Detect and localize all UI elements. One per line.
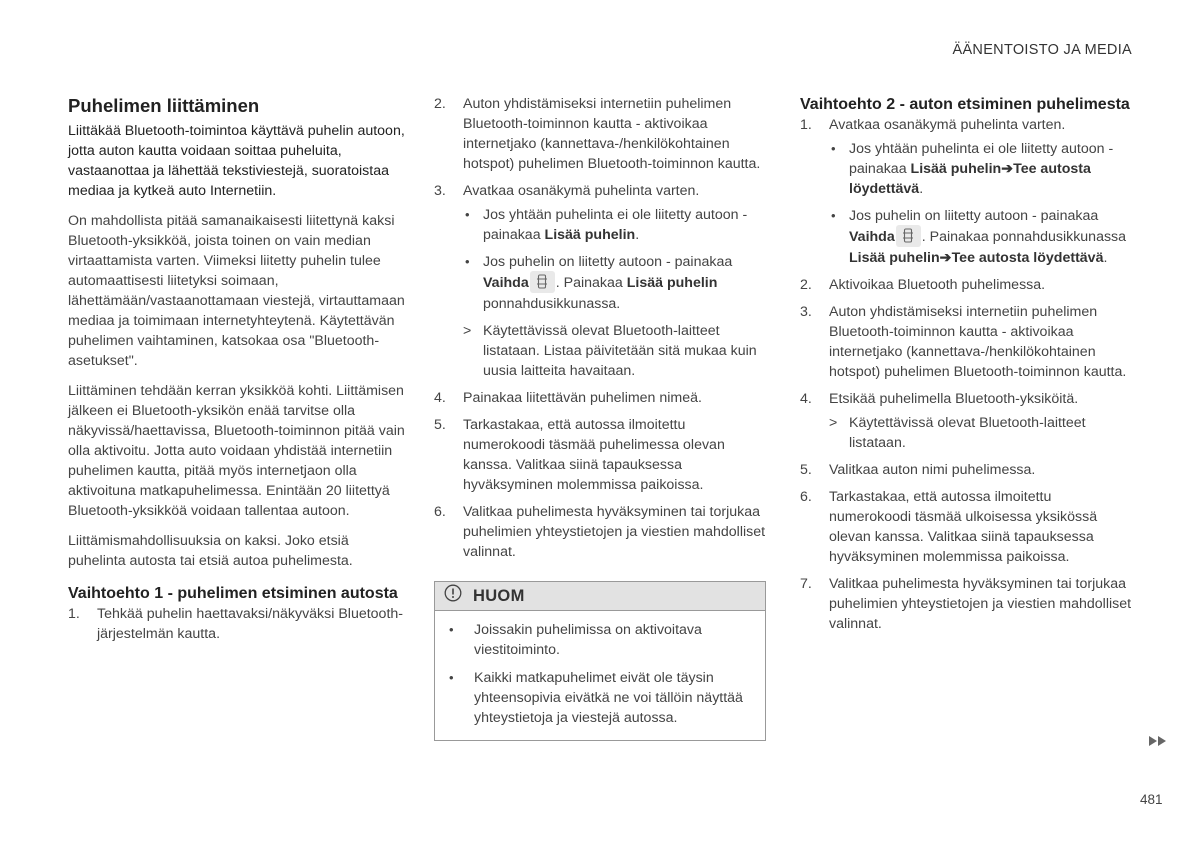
bullet-text-end: ponnahdusikkunassa. [483, 296, 621, 312]
phone-swap-icon [530, 271, 555, 293]
list-item [800, 115, 1134, 268]
result-text: Käytettävissä olevat Bluetooth-laitteet listataan. [849, 415, 1086, 451]
arrow-right-icon: ➔ [939, 250, 952, 266]
list-item [800, 487, 1134, 567]
step-number: 6. [800, 489, 812, 505]
step-text: Valitkaa puhelimesta hyväksyminen tai torjukaa puhelimien yhteystietojen ja viestien mahdolliset valinnat. [829, 576, 1132, 632]
sub-bullets [463, 205, 766, 381]
bullet-icon: • [465, 207, 470, 222]
step-number: 2. [434, 96, 446, 112]
ui-label-change: Vaihda [483, 274, 529, 291]
step-text: Avatkaa osanäkymä puhelinta varten. [463, 183, 700, 199]
step-text: Tarkastakaa, että autossa ilmoitettu numerokoodi täsmää ulkoisessa yksikössä olevan kanssa. Valitkaa siinä tapauksessa hyväksyminen molemmissa paikoissa. [829, 489, 1098, 565]
step-number: 3. [434, 183, 446, 199]
section-header: ÄÄNENTOISTO JA MEDIA [952, 42, 1132, 58]
list-item [463, 321, 766, 381]
bullet-icon: • [465, 254, 470, 269]
option-2-steps [800, 115, 1134, 634]
step-number: 5. [800, 462, 812, 478]
list-item [829, 206, 1134, 268]
phone-swap-icon [896, 225, 921, 247]
list-item [463, 205, 766, 245]
body-paragraph-2: Liittäminen tehdään kerran yksikköä kohti. Liittämisen jälkeen ei Bluetooth-yksikön enää tarvitse olla näkyvissä/haettavissa, Bluetooth-toiminnon pitää vain olla aktivoitu. Jotta auto voidaan yhdistää internetiin puhelimen kautta, pitää myös internetjaon olla aktivoituna matkapuhelimessa. Enintään 20 liitettyä Bluetooth-yksikköä voidaan tallentaa autoon. [68, 383, 405, 519]
ui-label-make-discoverable: Tee autosta löydettävä [849, 161, 1091, 197]
bullet-text: Jos yhtään puhelinta ei ole liitetty autoon - painakaa [849, 141, 1114, 177]
step-text: Avatkaa osanäkymä puhelinta varten. [829, 117, 1066, 133]
bullet-icon: • [831, 141, 836, 156]
note-list [435, 611, 765, 740]
list-item [800, 275, 1134, 295]
step-number: 4. [800, 391, 812, 407]
column-1 [68, 94, 406, 651]
step-number: 4. [434, 390, 446, 406]
ui-label-add-phone: Lisää puhelin [544, 227, 636, 243]
step-text: Aktivoikaa Bluetooth puhelimessa. [829, 277, 1046, 293]
step-number: 1. [800, 117, 812, 133]
step-text: Tehkää puhelin haettavaksi/näkyväksi Bluetooth-järjestelmän kautta. [97, 606, 404, 642]
option-1-steps [68, 604, 406, 644]
list-item [463, 252, 766, 314]
step-number: 2. [800, 277, 812, 293]
list-item [449, 620, 753, 660]
list-item [68, 604, 406, 644]
list-item [434, 94, 766, 174]
bullet-text-end: . [635, 227, 640, 243]
result-text: Käytettävissä olevat Bluetooth-laitteet listataan. Listaa päivitetään sitä mukaa kuin uusia laitteita havaitaan. [483, 323, 757, 379]
bullet-text: Jos puhelin on liitetty autoon - painakaa [483, 254, 733, 270]
list-item [800, 460, 1134, 480]
bullet-text-mid: . Painakaa [555, 274, 627, 291]
bullet-text: Jos yhtään puhelinta ei ole liitetty autoon - painakaa [483, 207, 748, 243]
step-text: Painakaa liitettävän puhelimen nimeä. [463, 390, 702, 406]
step-number: 6. [434, 504, 446, 520]
bullet-icon: • [449, 622, 454, 637]
step-text: Valitkaa puhelimesta hyväksyminen tai torjukaa puhelimien yhteystietojen ja viestien mahdolliset valinnat. [463, 504, 766, 560]
note-title: HUOM [473, 587, 525, 605]
info-circle-icon [444, 584, 462, 608]
bullet-text-end: . [919, 181, 924, 197]
result-marker: > [463, 323, 472, 339]
list-item [800, 574, 1134, 634]
step-text: Etsikää puhelimella Bluetooth-yksiköitä. [829, 391, 1079, 407]
sub-bullets [829, 413, 1134, 453]
step-text: Tarkastakaa, että autossa ilmoitettu numerokoodi täsmää puhelimessa olevan kanssa. Valitkaa siinä tapauksessa hyväksyminen molemmissa paikoissa. [463, 417, 725, 493]
note-header [435, 582, 765, 611]
result-marker: > [829, 415, 838, 431]
sub-bullets [829, 139, 1134, 268]
option-1-heading: Vaihtoehto 1 - puhelimen etsiminen autosta [68, 585, 398, 602]
list-item [800, 389, 1134, 453]
list-item [434, 388, 766, 408]
list-item [800, 302, 1134, 382]
column-3 [800, 94, 1134, 641]
column-2 [434, 94, 766, 741]
note-text: Joissakin puhelimissa on aktivoitava viestitoiminto. [474, 622, 702, 658]
bullet-text-mid: . Painakaa ponnahdusikkunassa [921, 228, 1127, 245]
body-paragraph-3: Liittämismahdollisuuksia on kaksi. Joko etsiä puhelinta autosta tai etsiä autoa puhelimesta. [68, 533, 353, 569]
list-item [449, 668, 753, 728]
arrow-right-icon: ➔ [1001, 161, 1014, 177]
bullet-icon: • [831, 208, 836, 223]
bullet-text: Jos puhelin on liitetty autoon - painakaa [849, 208, 1099, 224]
list-item [434, 415, 766, 495]
step-number: 5. [434, 417, 446, 433]
ui-label-add-phone: Lisää puhelin [849, 250, 940, 266]
ui-label-change: Vaihda [849, 228, 895, 245]
step-number: 1. [68, 606, 80, 622]
double-triangle-right-icon [1148, 733, 1168, 753]
list-item [829, 139, 1134, 199]
step-number: 7. [800, 576, 812, 592]
note-box [434, 581, 766, 741]
list-item [434, 502, 766, 562]
option-2-heading: Vaihtoehto 2 - auton etsiminen puhelimesta [800, 96, 1130, 113]
list-item [829, 413, 1134, 453]
step-number: 3. [800, 304, 812, 320]
step-text: Auton yhdistämiseksi internetiin puhelimen Bluetooth-toiminnon kautta - aktivoikaa internetjako (kannettava-/henkilökohtainen hotspot) puhelimen Bluetooth-toiminnon kautta. [829, 304, 1127, 380]
option-1-steps-continued [434, 94, 766, 562]
ui-label-add-phone: Lisää puhelin [910, 161, 1002, 177]
list-item [434, 181, 766, 381]
ui-label-make-discoverable: Tee autosta löydettävä [951, 250, 1104, 266]
bullet-text-end: . [1103, 250, 1108, 266]
page-number: 481 [1140, 792, 1163, 807]
step-text: Valitkaa auton nimi puhelimessa. [829, 462, 1036, 478]
page-title: Puhelimen liittäminen [68, 95, 260, 116]
lead-paragraph: Liittäkää Bluetooth-toimintoa käyttävä puhelin autoon, jotta auton kautta voidaan soittaa puheluita, vastaanottaa ja lähettää tekstiviestejä, suoratoistaa mediaa ja kytkeä auto Internetiin. [68, 123, 405, 199]
note-text: Kaikki matkapuhelimet eivät ole täysin yhteensopivia eivätkä ne voi tällöin näyttää yhteystietoja ja viestejä autossa. [474, 670, 743, 726]
step-text: Auton yhdistämiseksi internetiin puhelimen Bluetooth-toiminnon kautta - aktivoikaa internetjako (kannettava-/henkilökohtainen hotspot) puhelimen Bluetooth-toiminnon kautta. [463, 96, 761, 172]
ui-label-add-phone: Lisää puhelin [626, 274, 718, 291]
bullet-icon: • [449, 670, 454, 685]
body-paragraph-1: On mahdollista pitää samanaikaisesti liitettynä kaksi Bluetooth-yksikköä, joista toinen on vain median virtaattamista varten. Viimeksi liitetty puhelin tulee automaattisesti liitetyksi soimaan, lähettämään/vastaanottamaan viestejä, virtauttamaan mediaa ja toimimaan internetyhteytenä. Käytettävän puhelimen vaihtaminen, katsokaa osa "Bluetooth-asetukset". [68, 213, 405, 369]
